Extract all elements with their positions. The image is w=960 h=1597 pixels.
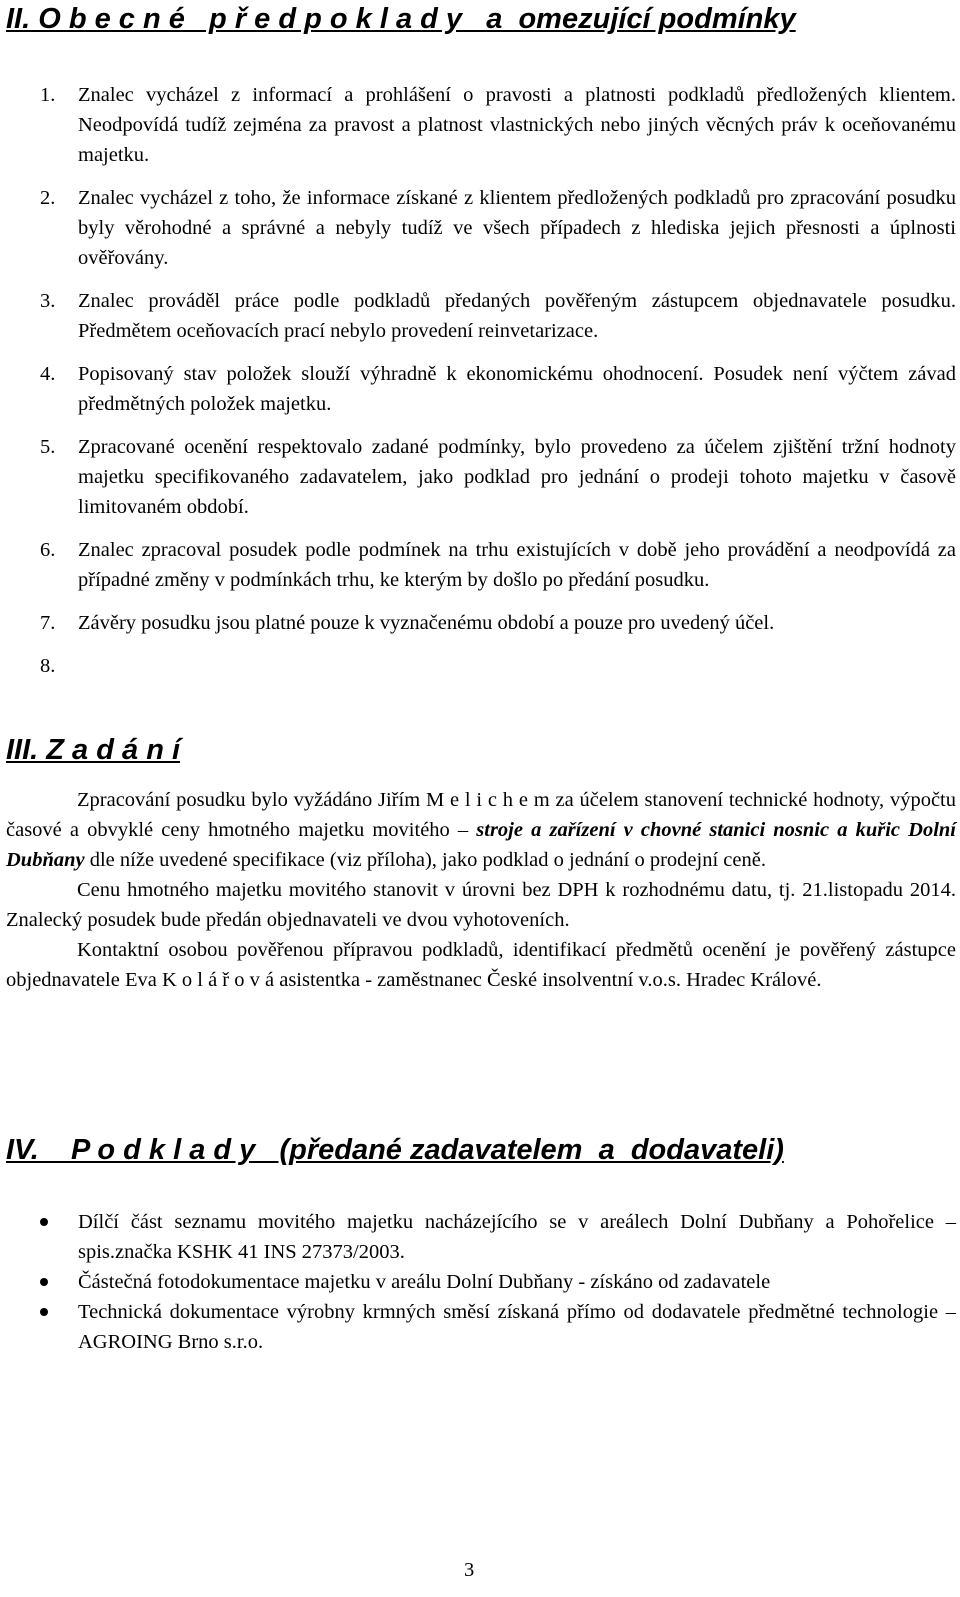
assignment-paragraph-3: Kontaktní osobou pověřenou přípravou podkladů, identifikací předmětů ocenění je pověřený zástupce objednavatele Eva K o l á ř o v á asistentka - zaměstnanec České insolventní v.o.s. Hradec Králové. [6,939,956,991]
assignment-paragraph-2: Cenu hmotného majetku movitého stanovit v úrovni bez DPH k rozhodnému datu, tj. 21.listopadu 2014. Znalecký posudek bude předán objednavateli ve dvou vyhotoveních. [6,879,956,931]
list-item [40,432,956,522]
section-4-heading: IV. P o d k l a d y (předané zadavatelem a dodavateli) [6,1134,784,1166]
list-item [40,535,956,595]
assignment-subject: stroje a zařízení v chovné stanici nosnic a kuřic Dolní Dubňany [6,819,956,871]
bullet-icon [40,1218,48,1226]
list-item [40,1297,956,1357]
list-item-text: Znalec zpracoval posudek podle podmínek na trhu existujících v době jeho provádění a neodpovídá za případné změny v podmínkách trhu, ke kterým by došlo po předání posudku. [78,539,956,591]
list-item [40,286,956,346]
conditions-list [40,80,956,681]
list-item [40,1267,956,1297]
list-item-number: 7. [40,612,56,634]
list-item [40,651,956,681]
bullet-icon [40,1308,48,1316]
list-item-number: 4. [40,363,56,385]
list-item-number: 6. [40,539,56,561]
list-item-text: Technická dokumentace výrobny krmných směsí získaná přímo od dodavatele předmětné technologie – AGROING Brno s.r.o. [78,1301,956,1353]
list-item-text: Dílčí část seznamu movitého majetku nacházejícího se v areálech Dolní Dubňany a Pohořelice – spis.značka KSHK 41 INS 27373/2003. [78,1211,956,1263]
sources-list [40,1207,956,1357]
list-item-number: 5. [40,436,56,458]
list-item-text: Znalec vycházel z informací a prohlášení o pravosti a platnosti podkladů předložených klientem. Neodpovídá tudíž zejména za pravost a platnost vlastnických nebo jiných věcných práv k oceňovanému majetku. [78,84,956,166]
list-item-text: Závěry posudku jsou platné pouze k vyznačenému období a pouze pro uvedený účel. [78,612,775,634]
assignment-text [6,785,956,995]
list-item [40,183,956,273]
list-item-text: Částečná fotodokumentace majetku v areálu Dolní Dubňany - získáno od zadavatele [78,1271,771,1293]
list-item-text: Popisovaný stav položek slouží výhradně k ekonomickému ohodnocení. Posudek není výčtem závad předmětných položek majetku. [78,363,956,415]
list-item-text: Znalec vycházel z toho, že informace získané z klientem předložených podkladů pro zpracování posudku byly věrohodné a správné a nebyly tudíž ve všech případech z hlediska jejich přesnosti a úplnosti ověřovány. [78,187,956,269]
list-item-number: 8. [40,655,56,677]
assignment-paragraph-1 [6,785,956,875]
section-3-heading: III. Z a d á n í [6,734,181,766]
bullet-icon [40,1278,48,1286]
assignment-p1-end: dle níže uvedené specifikace (viz příloha), jako podklad o jednání o prodejní ceně. [84,849,766,871]
page-number: 3 [464,1559,475,1581]
list-item-number: 3. [40,290,56,312]
list-item [40,1207,956,1267]
list-item [40,359,956,419]
section-2-heading: II. O b e c n é p ř e d p o k l a d y a omezující podmínky [6,3,796,35]
list-item [40,608,956,638]
list-item [40,80,956,170]
list-item-number: 2. [40,187,56,209]
list-item-number: 1. [40,84,56,106]
list-item-text: Znalec prováděl práce podle podkladů předaných pověřeným zástupcem objednavatele posudku. Předmětem oceňovacích prací nebylo provedení reinvetarizace. [78,290,956,342]
list-item-text: Zpracované ocenění respektovalo zadané podmínky, bylo provedeno za účelem zjištění tržní hodnoty majetku specifikovaného zadavatelem, jako podklad pro jednání o prodeji tohoto majetku v časově limitovaném období. [78,436,956,518]
assignment-p1-start: Zpracování posudku bylo vyžádáno Jiřím M e l i c h e m za účelem stanovení technické hodnoty, výpočtu časové a obvyklé ceny hmotného majetku movitého – [6,789,956,841]
